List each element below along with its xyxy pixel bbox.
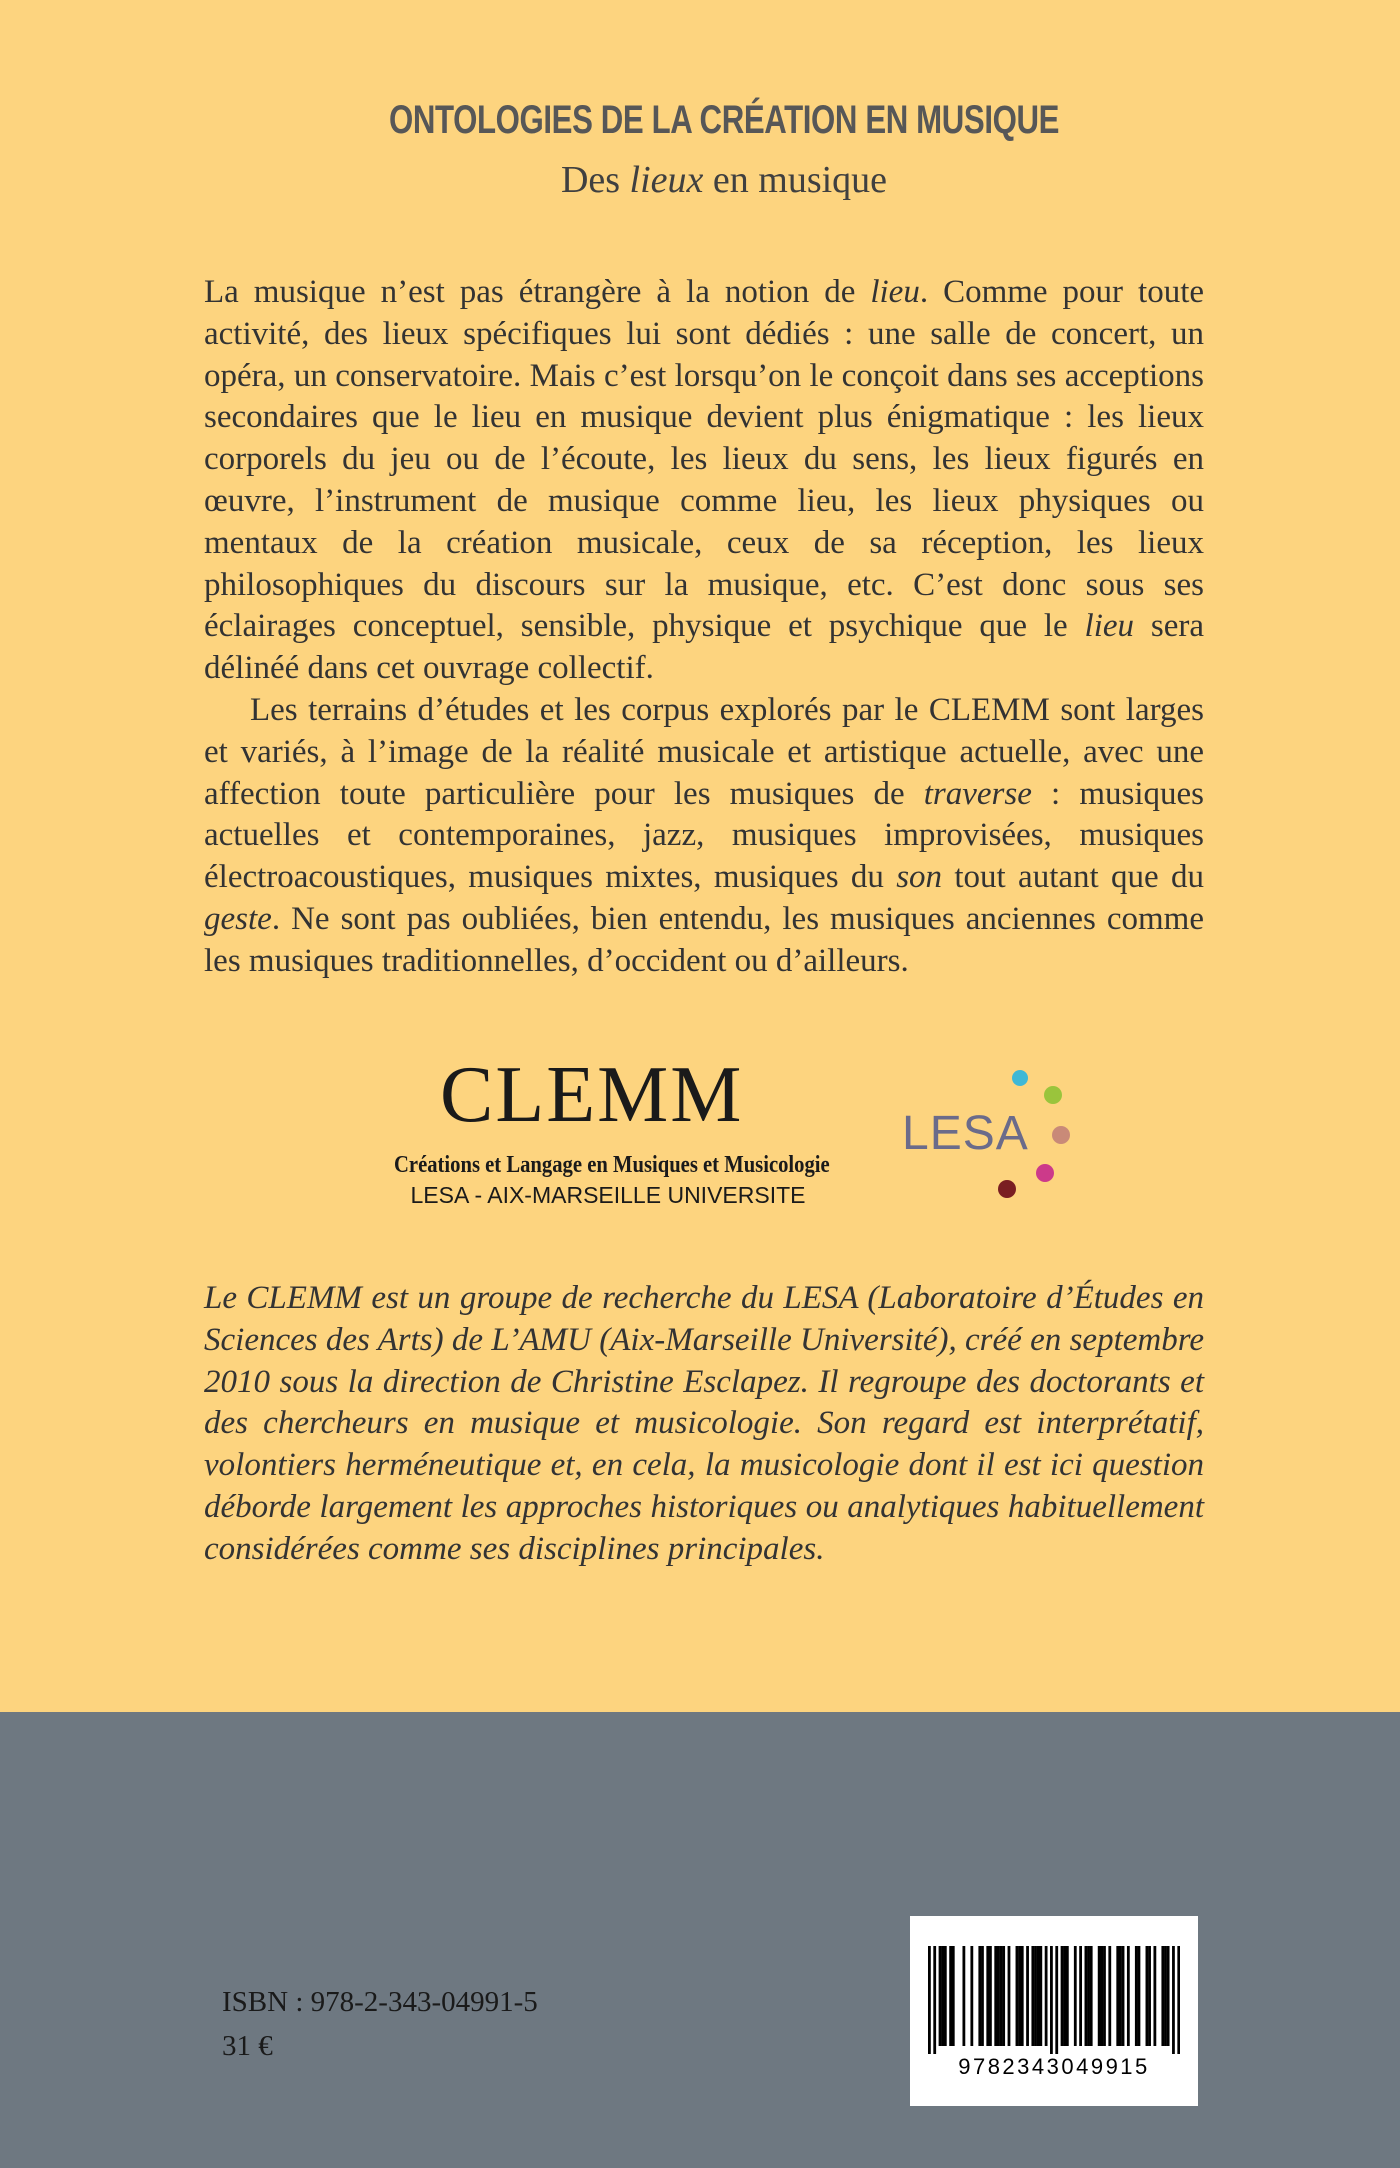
barcode-bar [949,1946,952,2046]
barcode-bar [944,1946,947,2046]
clemm-logo [390,1050,830,1220]
barcode-bar [1100,1946,1103,2046]
barcode-bar [1127,1946,1130,2046]
barcode-bars [928,1946,1180,2054]
text-run: son [896,859,943,896]
barcode-bar [1061,1946,1064,2046]
barcode-bar [1079,1946,1082,2046]
barcode-bar [1034,1946,1037,2046]
barcode-bar [952,1946,955,2046]
paragraph-2 [204,690,1204,983]
barcode-bar [1098,1946,1101,2046]
barcode-bar [1090,1946,1093,2046]
clemm-description: Le CLEMM est un groupe de recherche du LESA (Laboratoire d’Études en Sciences des Arts) de L’AMU (Aix-Marseille Université), créé en septembre 2010 sous la direction de Christine Esclapez. Il regroupe des doctorants et des chercheurs en musique et musicologie. Son regard est interprétatif, volontiers herméneutique et, en cela, la musicologie dont il est ici question déborde largement les approches historiques ou analytiques habituellement considérées comme ses disciplines principales. [204,1280,1204,1567]
text-run: . Comme pour toute activité, des lieux spécifiques lui sont dédiés : une salle de concert, un opéra, un conservatoire. Mais c’est lorsqu’on le conçoit dans ses acceptions secondaires que le lieu en musique devient plus énigmatique : les lieux corporels du jeu ou de l’écoute, les lieux du sens, les lieux figurés en œuvre, l’instrument de musique comme lieu, les lieux physiques ou mentaux de la création musicale, ceux de sa réception, les lieux philosophiques du discours sur la musique, etc. C’est donc sous ses éclairages conceptuel, sensible, physique et psychique que le [204,274,1205,645]
subtitle-italic: lieux [629,159,704,201]
text-run: : musiques actuelles et contemporaines, jazz, musiques improvisées, musiques électroacoustiques, musiques mixtes, musiques du [204,775,1204,896]
text-run: La musique n’est pas étrangère à la notion de [204,274,871,310]
barcode-bar [1116,1946,1119,2046]
paragraph-1-text [204,272,1204,690]
barcode-bar [1008,1946,1011,2046]
lesa-logo [900,1060,1090,1210]
lesa-dot-2 [1044,1086,1062,1104]
text-run: lieu [1084,608,1135,645]
barcode-bar [997,1946,1000,2046]
barcode-bar [1055,1946,1058,2054]
barcode-bar [1108,1946,1111,2046]
paragraph-1 [204,272,1204,690]
barcode-bar [928,1946,931,2054]
lesa-dot-5 [998,1180,1016,1198]
barcode-bar [1045,1946,1048,2046]
barcode-bar [1148,1946,1151,2046]
barcode-bar [1002,1946,1005,2046]
barcode-bar [1103,1946,1106,2046]
barcode-bar [1167,1946,1170,2046]
barcode-bar [1018,1946,1021,2046]
isbn-label: ISBN : 978-2-343-04991-5 [222,1986,538,2018]
barcode-bar [970,1946,973,2046]
text-run: tout autant que du [942,859,1204,896]
barcode-bar [1153,1946,1156,2046]
barcode-bar [1074,1946,1077,2046]
barcode-bar [1085,1946,1088,2046]
barcode-bar [986,1946,989,2046]
barcode-bar [1039,1946,1042,2046]
barcode-bar [941,1946,944,2046]
text-run: geste [204,900,272,937]
lesa-logo-word: LESA [902,1107,1029,1160]
barcode-bar [1135,1946,1138,2046]
paragraph-2-text [204,690,1204,983]
barcode-bar [994,1946,997,2046]
book-subtitle [0,158,1400,202]
book-title: ONTOLOGIES DE LA CRÉATION EN MUSIQUE [388,98,1060,142]
barcode-bar [981,1946,984,2046]
clemm-logo-subtitle: Créations et Langage en Musiques et Musicologie [394,1152,830,1178]
barcode-bar [1177,1946,1180,2054]
text-run: lieu [870,274,920,310]
clemm-logo-university: LESA - AIX-MARSEILLE UNIVERSITE [410,1182,806,1208]
barcode-bar [939,1946,942,2046]
clemm-logo-word: CLEMM [440,1051,744,1139]
barcode-bar [1050,1946,1053,2054]
barcode-bar [1138,1946,1141,2046]
barcode-bar [1031,1946,1034,2046]
barcode-bar [1066,1946,1069,2046]
barcode-bar [978,1946,981,2046]
barcode-bar [1026,1946,1029,2046]
subtitle-before: Des [560,159,630,201]
barcode-number: 9782343049915 [958,2054,1150,2079]
barcode [910,1916,1198,2106]
text-run: sera délinéé dans cet ouvrage collectif. [204,608,1204,687]
text-run: . Ne sont pas oubliées, bien entendu, les musiques anciennes comme les musiques traditionnelles, d’occident ou d’ailleurs. [204,900,1204,979]
barcode-bar [1146,1946,1149,2046]
lesa-dot-4 [1036,1164,1054,1182]
barcode-bar [1087,1946,1090,2046]
barcode-bar [1172,1946,1175,2054]
barcode-bar [1037,1946,1040,2046]
barcode-bar [1119,1946,1122,2046]
text-run: traverse [923,775,1032,812]
barcode-bar [1161,1946,1164,2046]
barcode-bar [1164,1946,1167,2046]
price-label: 31 € [222,2030,273,2062]
text-run: Les terrains d’études et les corpus explorés par le CLEMM sont larges et variés, à l’image de la réalité musicale et artistique actuelle, avec une affection toute particulière pour les musiques de [204,692,1204,812]
barcode-bar [1063,1946,1066,2046]
barcode-bar [933,1946,936,2054]
barcode-bar [962,1946,965,2046]
barcode-bar [1021,1946,1024,2046]
barcode-bar [989,1946,992,2046]
subtitle-after: en musique [703,159,888,201]
barcode-bar [1000,1946,1003,2046]
barcode-bar [1016,1946,1019,2046]
lesa-dot-3 [1052,1126,1070,1144]
barcode-bar [1122,1946,1125,2046]
lesa-dot-1 [1012,1070,1028,1086]
